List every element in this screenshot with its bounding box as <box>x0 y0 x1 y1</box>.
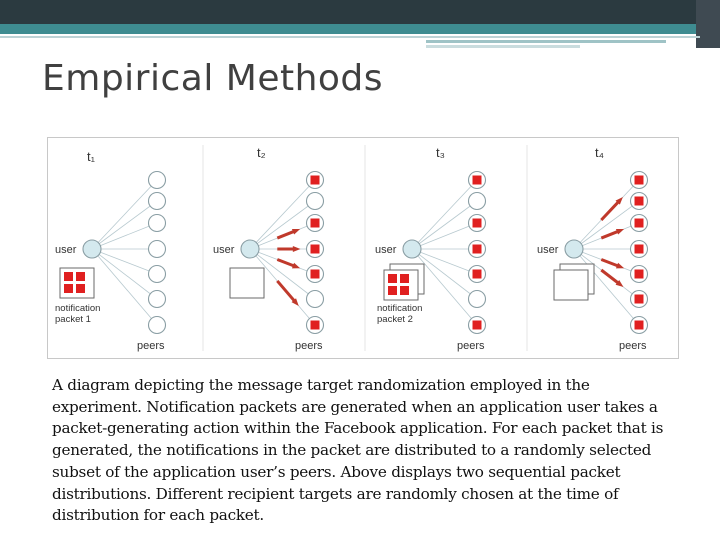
peer-received-notification <box>635 245 644 254</box>
header-accent-band <box>0 24 720 34</box>
peer-node <box>469 291 486 308</box>
peer-received-notification <box>635 219 644 228</box>
peer-node <box>149 266 166 283</box>
peer-received-notification <box>311 321 320 330</box>
peer-node <box>149 215 166 232</box>
peer-received-notification <box>635 197 644 206</box>
time-step-label: t₁ <box>87 149 95 164</box>
packet-caption: packet 2 <box>377 314 413 325</box>
peer-received-notification <box>311 176 320 185</box>
peer-node <box>149 291 166 308</box>
peer-received-notification <box>635 176 644 185</box>
packet-notification-square <box>76 284 85 293</box>
peer-node <box>469 193 486 210</box>
peers-label: peers <box>137 340 165 352</box>
time-step-label: t₄ <box>595 145 604 160</box>
user-label: user <box>375 244 397 256</box>
peer-received-notification <box>311 245 320 254</box>
peers-label: peers <box>295 340 323 352</box>
peer-received-notification <box>311 219 320 228</box>
diagram-frame <box>48 138 679 359</box>
peer-received-notification <box>311 270 320 279</box>
peer-received-notification <box>635 295 644 304</box>
peer-received-notification <box>635 270 644 279</box>
user-node <box>403 240 421 258</box>
randomization-diagram <box>47 137 679 359</box>
time-step-label: t₂ <box>257 145 266 160</box>
header-corner-block <box>696 0 720 48</box>
figure-caption: A diagram depicting the message target randomization employed in the experiment. Notification packets are generated when an application user takes a packet-generating action within the Facebook application. For each packet that is generated, the notifications in the packet are distributed to a randomly selected subset of the application user’s peers. Above displays two sequential packet distributions. Different recipient targets are randomly chosen at the time of distribution for each packet. <box>52 376 664 525</box>
empty-packet <box>230 268 264 298</box>
peer-received-notification <box>635 321 644 330</box>
peer-node <box>149 193 166 210</box>
peer-received-notification <box>473 245 482 254</box>
peer-node <box>149 241 166 258</box>
peer-received-notification <box>473 176 482 185</box>
user-label: user <box>213 244 235 256</box>
user-label: user <box>537 244 559 256</box>
user-node <box>241 240 259 258</box>
peer-node <box>307 291 324 308</box>
packet-caption: notification <box>377 303 423 314</box>
packet-notification-square <box>388 274 397 283</box>
packet-notification-square <box>388 286 397 295</box>
peer-node <box>307 193 324 210</box>
packet-notification-square <box>400 274 409 283</box>
peer-received-notification <box>473 270 482 279</box>
packet-notification-square <box>400 286 409 295</box>
packet-notification-square <box>64 272 73 281</box>
user-node <box>565 240 583 258</box>
packet-notification-square <box>64 284 73 293</box>
slide-title: Empirical Methods <box>42 58 384 99</box>
packet-caption: notification <box>55 303 101 314</box>
peer-node <box>149 172 166 189</box>
header-rule-accent-light <box>426 45 580 48</box>
peer-received-notification <box>473 321 482 330</box>
header-rule-accent <box>426 40 666 43</box>
header-band <box>0 0 720 24</box>
packet-notification-square <box>76 272 85 281</box>
empty-packet <box>554 270 588 300</box>
peers-label: peers <box>619 340 647 352</box>
peer-received-notification <box>473 219 482 228</box>
peers-label: peers <box>457 340 485 352</box>
packet-caption: packet 1 <box>55 314 91 325</box>
user-label: user <box>55 244 77 256</box>
time-step-label: t₃ <box>436 145 445 160</box>
header-rule <box>0 36 700 38</box>
peer-node <box>149 317 166 334</box>
user-node <box>83 240 101 258</box>
